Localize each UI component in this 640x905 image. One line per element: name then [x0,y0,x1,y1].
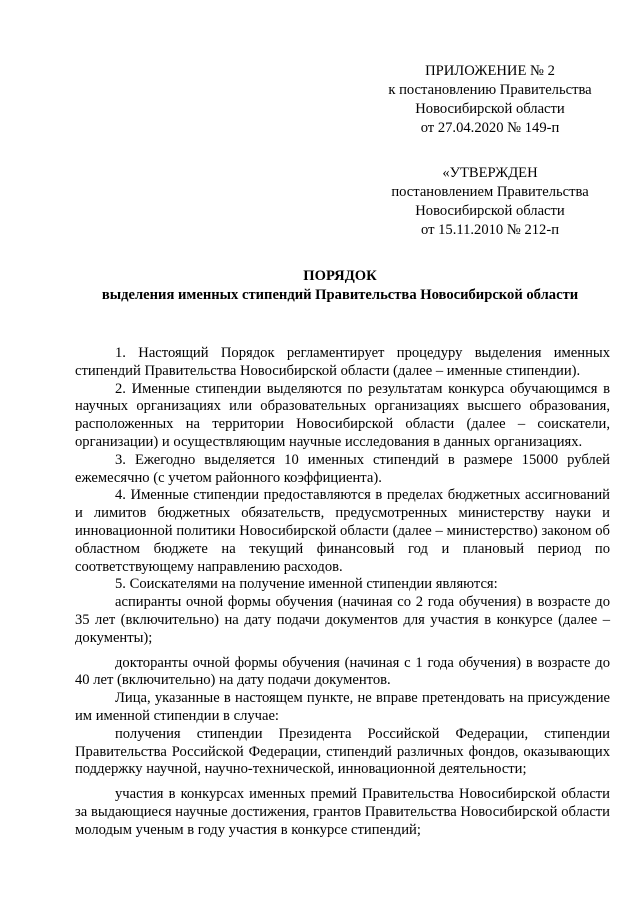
approval-reference: постановлением Правительства [391,184,589,200]
paragraph: 1. Настоящий Порядок регламентирует процедуру выделения именных стипендий Правительства Новосибирской области (далее – именные стипендии). [75,345,610,379]
paragraph: получения стипендии Президента Российской Федерации, стипендии Правительства Российской Федерации, стипендий различных фондов, оказывающих поддержку научной, научно-технической, инновационной деятельности; [75,725,610,778]
document-title [40,267,640,305]
annex-number: ПРИЛОЖЕНИЕ № 2 [425,63,555,79]
approval-stamp: «УТВЕРЖДЕН [442,165,538,181]
annex-date-number: от 27.04.2020 № 149-п [420,120,560,136]
paragraph: 3. Ежегодно выделяется 10 именных стипендий в размере 15000 рублей ежемесячно (с учетом районного коэффициента). [75,451,610,486]
title-subheading: выделения именных стипендий Правительства Новосибирской области [101,287,579,303]
document-body [75,345,610,840]
paragraph: 5. Соискателями на получение именной стипендии являются: [115,576,498,593]
title-heading: ПОРЯДОК [303,268,377,284]
approval-date-number: от 15.11.2010 № 212-п [420,222,560,238]
annex-reference: к постановлению Правительства [388,82,592,98]
paragraph: 4. Именные стипендии предоставляются в пределах бюджетных ассигнований и лимитов бюджетных обязательств, предусмотренных министерству науки и инновационной политики Новосибирской области (далее – министерство) законом об областном бюджете на текущий финансовый год и плановый период по соответствующему направлению расходов. [75,487,610,575]
paragraph: аспиранты очной формы обучения (начиная со 2 года обучения) в возрасте до 35 лет (включительно) на дату подачи документов для участия в конкурсе (далее – документы); [75,594,610,646]
paragraph: 2. Именные стипендии выделяются по результатам конкурса обучающимся в научных организациях или образовательных организациях высшего образования, расположенных на территории Новосибирской области (далее – соискатели, организации) и осуществляющим научные исследования в данных организациях. [75,380,610,450]
approval-block [385,164,595,240]
annex-region: Новосибирской области [415,101,565,117]
annex-block [385,62,595,138]
paragraph: докторанты очной формы обучения (начиная с 1 года обучения) в возрасте до 40 лет (включительно) на дату подачи документов. [75,654,610,689]
approval-region: Новосибирской области [415,203,565,219]
paragraph: участия в конкурсах именных премий Правительства Новосибирской области за выдающиеся научные достижения, грантов Правительства Новосибирской области молодым ученым в году участия в конкурсе стипендий; [75,786,610,838]
paragraph: Лица, указанные в настоящем пункте, не вправе претендовать на присуждение им именной стипендии в случае: [75,690,610,724]
